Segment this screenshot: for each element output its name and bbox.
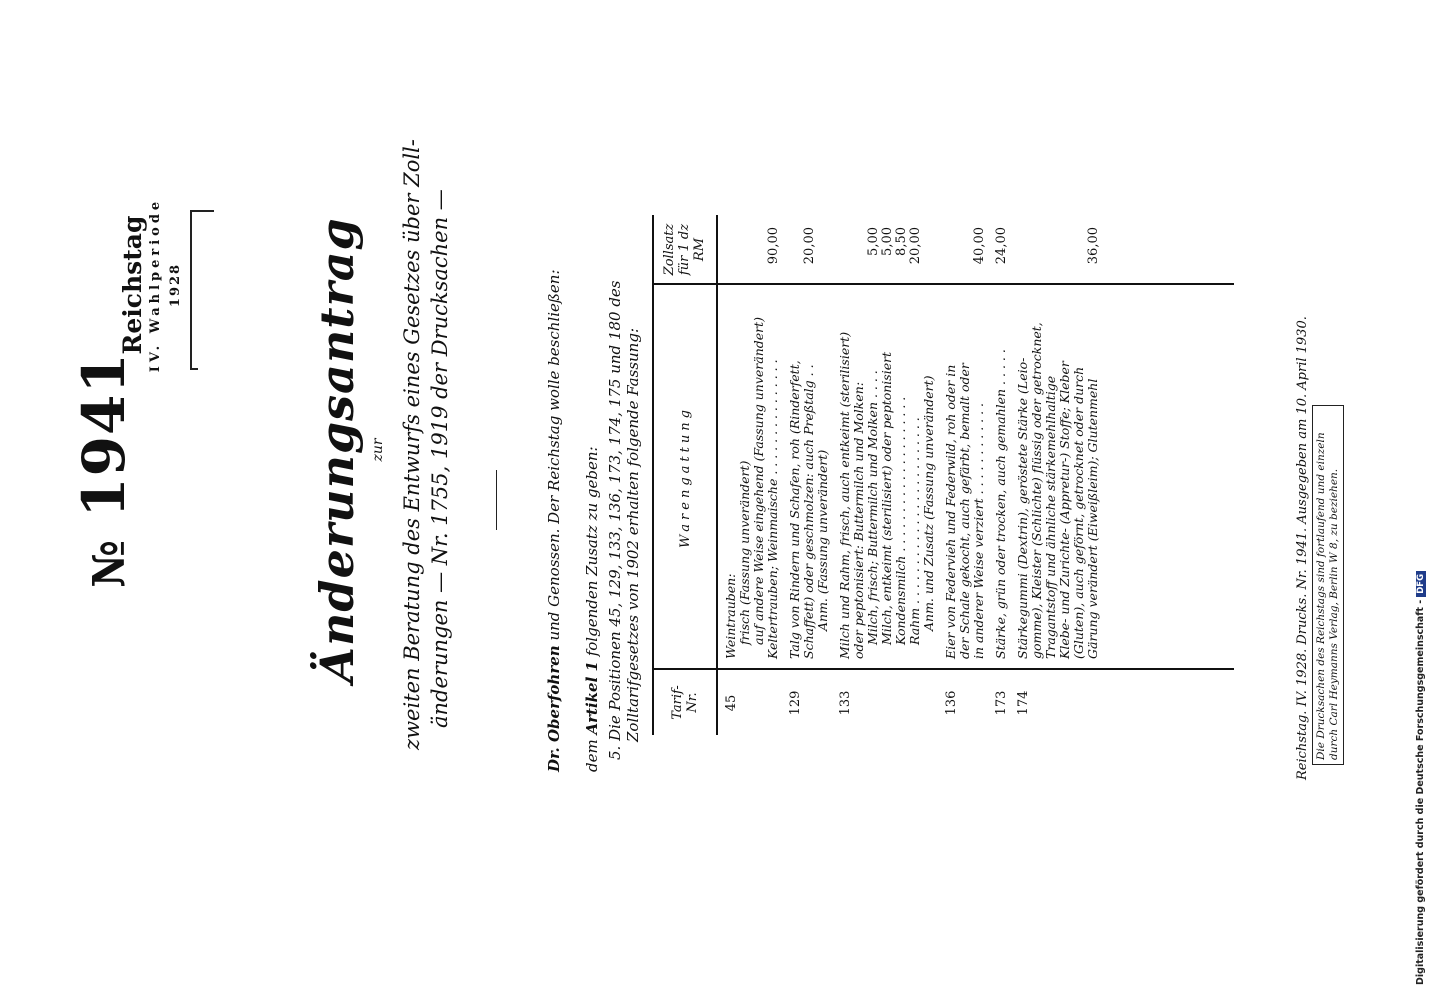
proposers-line: Dr. Oberfohren und Genossen. Der Reichstag wolle beschließen:	[545, 269, 563, 772]
goods-description: Eier von Federvieh und Federwild, roh oder in	[943, 364, 958, 659]
goods-description: Anm. (Fassung unverändert)	[815, 449, 830, 631]
goods-description: Klebe- und Zurichte- (Appretur-) Stoffe; Kleber	[1057, 361, 1072, 659]
reichstag-heading: Reichstag	[118, 215, 147, 355]
duty-rate: 8,50	[894, 227, 909, 256]
goods-description: Keltertrauben; Weinmaische . . . . . . . . . . . . . . .	[765, 359, 780, 659]
year-label: 1928	[168, 262, 183, 308]
goods-description: in anderer Weise verziert . . . . . . . . . . . .	[971, 402, 986, 659]
duty-rate: 20,00	[908, 227, 923, 265]
duty-rate: 5,00	[866, 227, 881, 256]
duty-rate: 90,00	[766, 227, 781, 265]
header-zollsatz: Zollsatz für 1 dz RM	[662, 223, 707, 276]
table-column-rule	[652, 284, 1234, 286]
goods-description: Milch und Rahm, frisch, auch entkeimt (sterilisiert)	[837, 331, 852, 659]
table-top-rule	[652, 215, 654, 735]
header-rule-end	[192, 210, 214, 212]
item-5-line-1: 5. Die Positionen 45, 129, 133, 136, 173, 174, 175 und 180 des	[606, 280, 624, 760]
tarif-number: 136	[944, 690, 959, 716]
goods-description: Anm. und Zusatz (Fassung unverändert)	[921, 375, 936, 631]
tarif-number: 173	[994, 690, 1009, 716]
goods-description: frisch (Fassung unverändert)	[737, 460, 752, 645]
separator-rule	[496, 470, 497, 530]
tarif-number: 45	[724, 694, 739, 712]
table-header-rule	[716, 215, 718, 735]
item-5-line-2: Zolltarifgesetzes von 1902 erhalten folgende Fassung:	[624, 328, 642, 742]
title-connector: zur	[370, 438, 386, 462]
goods-description: Tragantstoff und ähnliche stärkemehlhaltige	[1043, 375, 1058, 659]
duty-rate: 20,00	[802, 227, 817, 265]
print-number: № 1941	[70, 352, 138, 588]
goods-description: Schaffett) oder geschmolzen: auch Preßtalg . .	[801, 364, 816, 659]
wahlperiode-label: IV. Wahlperiode	[148, 197, 163, 373]
dfg-logo: DFG	[1416, 571, 1426, 597]
table-column-rule	[652, 669, 1234, 671]
dfg-credit: Digitalisierung gefördert durch die Deutsche Forschungsgemeinschaft -DFG	[1415, 571, 1426, 985]
goods-description: gomme), Kleister (Schlichte) flüssig oder getrocknet,	[1029, 322, 1044, 659]
goods-description: Stärkegummi (Dextrin), geröstete Stärke (Leio-	[1015, 357, 1030, 659]
goods-description: (Gluten), auch geförnt, getrocknet oder durch	[1071, 366, 1086, 659]
tarif-number: 174	[1016, 690, 1031, 716]
header-rule	[190, 210, 192, 370]
footer-line: Reichstag. IV. 1928. Drucks. Nr. 1941. Ausgegeben am 10. April 1930.	[1295, 316, 1310, 780]
goods-description: der Schale gekocht, auch gefärbt, bemalt oder	[957, 363, 972, 659]
tariff-table	[652, 215, 1234, 735]
goods-description: Rahm . . . . . . . . . . . . . . . . . . . . . . . .	[907, 417, 922, 645]
goods-description: oder peptonisiert: Buttermilch und Molken:	[851, 381, 866, 659]
distribution-note: Die Drucksachen des Reichstags sind fortlaufend und einzeln durch Carl Heymanns Verlag, Berlin W 8, zu beziehen.	[1312, 405, 1344, 765]
header-rule-start	[192, 368, 198, 370]
duty-rate: 40,00	[972, 227, 987, 265]
goods-description: Stärke, grün oder trocken, auch gemahlen . . . . .	[993, 349, 1008, 659]
duty-rate: 5,00	[880, 227, 895, 256]
subject-line-2: änderungen — Nr. 1755, 1919 der Drucksachen —	[428, 189, 452, 728]
subject-line-1: zweiten Beratung des Entwurfs eines Gesetzes über Zoll-	[400, 139, 424, 750]
goods-description: Weintrauben:	[723, 573, 738, 659]
header-tarif-nr: Tarif- Nr.	[670, 685, 700, 720]
goods-description: Talg von Rindern und Schafen, roh (Rinderfett,	[787, 360, 802, 659]
duty-rate: 36,00	[1086, 227, 1101, 265]
goods-description: auf andere Weise eingehend (Fassung unverändert)	[751, 316, 766, 645]
intro-line: dem Artikel 1 folgenden Zusatz zu geben:	[583, 446, 601, 772]
goods-description: Milch, entkeimt (sterilisiert) oder peptonisiert	[879, 351, 894, 645]
document-title: Änderungsantrag	[310, 217, 364, 683]
header-warengattung: Warengattung	[678, 406, 693, 548]
tarif-number: 133	[838, 690, 853, 716]
tarif-number: 129	[788, 690, 803, 716]
goods-description: Gärung verändert (Eiweißleim); Glutenmehl	[1085, 378, 1100, 659]
duty-rate: 24,00	[994, 227, 1009, 265]
goods-description: Kondensmilch . . . . . . . . . . . . . . . . . . . .	[893, 396, 908, 645]
goods-description: Milch, frisch; Buttermilch und Molken . . . .	[865, 370, 880, 645]
